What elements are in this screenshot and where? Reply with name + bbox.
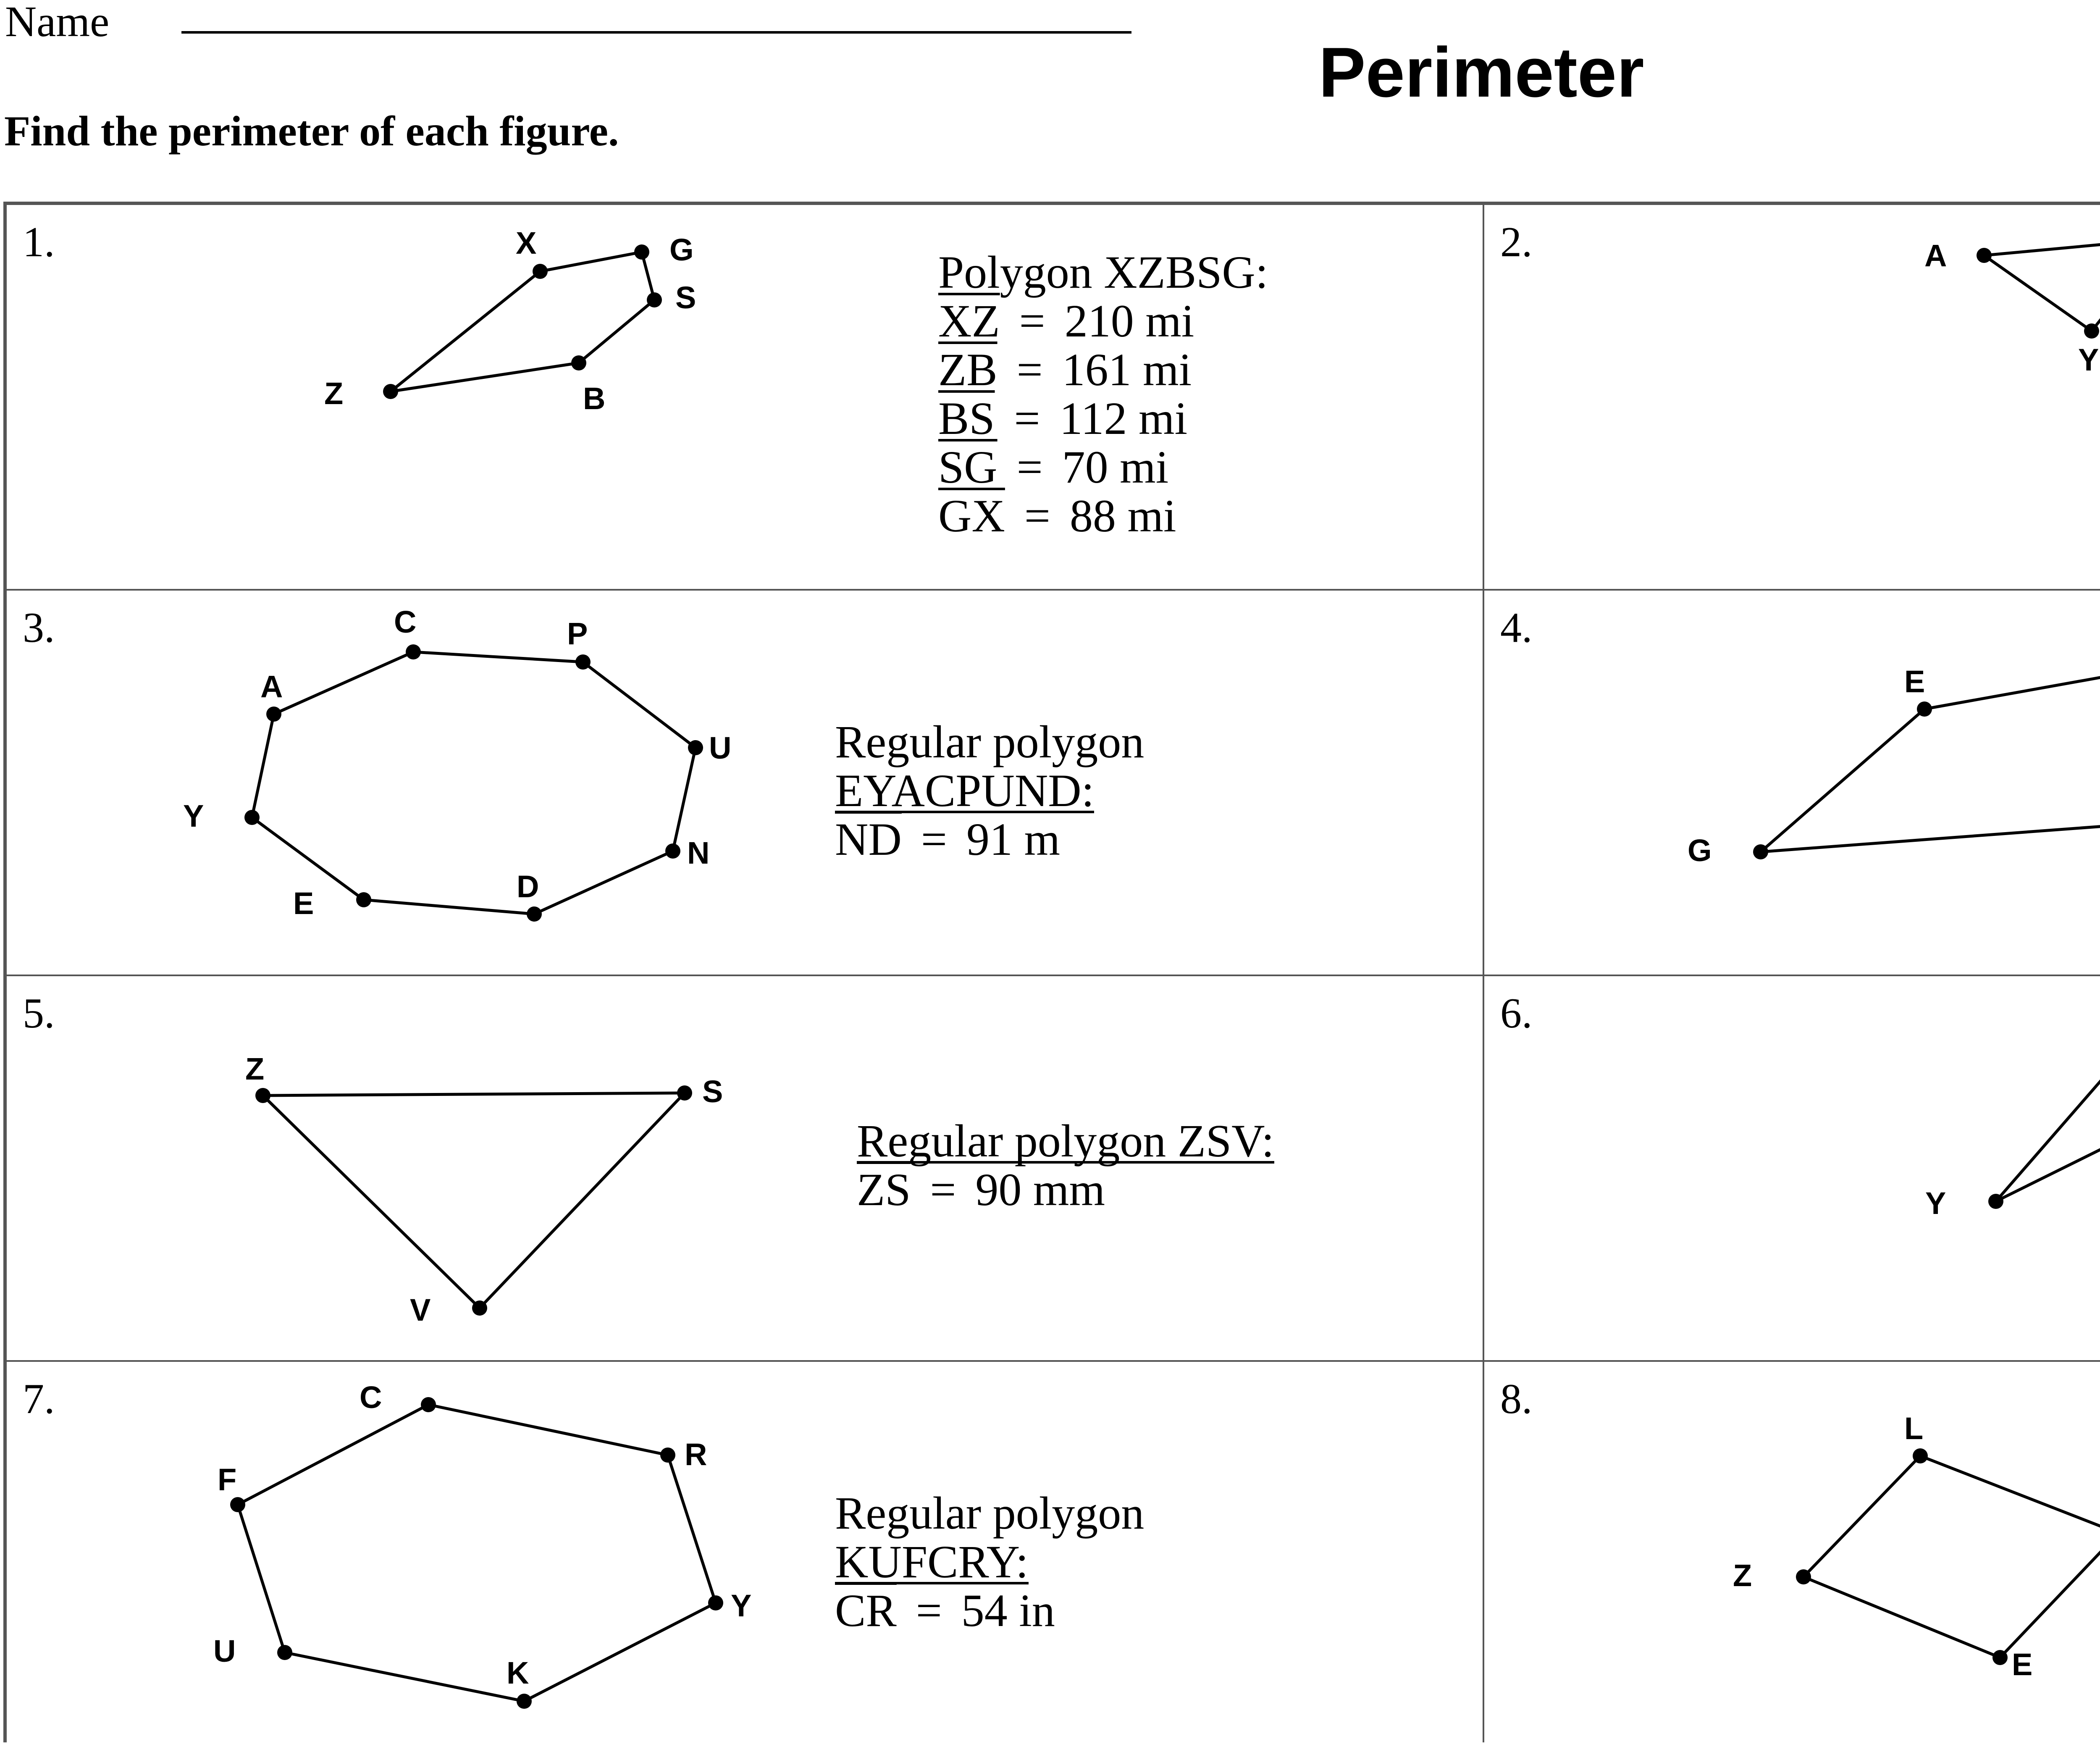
polygon-figure-nly (1484, 976, 2100, 1360)
vertex-point (1992, 1650, 2008, 1665)
polygon-edge (1984, 255, 2092, 331)
polygon-edge (1761, 709, 1924, 852)
segment-length: 88 mi (1069, 490, 1176, 541)
vertex-label: R (685, 1437, 707, 1472)
segment-name: $\overline{GX}$ (938, 490, 1005, 541)
vertex-point (421, 1397, 436, 1412)
vertex-point (277, 1645, 292, 1660)
problem-5 (7, 976, 1483, 1360)
vertex-label: Y (731, 1588, 752, 1623)
vertex-point (575, 654, 591, 670)
segment-length: 91 m (966, 814, 1060, 865)
vertex-point (1753, 844, 1768, 859)
vertex-label: Y (1925, 1186, 1946, 1221)
polygon-edge (285, 1652, 524, 1701)
segment-name: $\overline{CR}$ (835, 1585, 897, 1636)
polygon-edge (583, 662, 696, 748)
vertex-point (1917, 701, 1932, 717)
problem-number: 6. (1500, 990, 1533, 1037)
segment-length: 90 mm (975, 1164, 1105, 1215)
vertex-label: A (260, 669, 283, 704)
polygon-edge (2000, 1533, 2100, 1658)
polygon-edge (238, 1405, 428, 1505)
polygon-edge (1761, 820, 2100, 852)
problem-number: 4. (1500, 604, 1533, 652)
problem-number: 1. (23, 218, 55, 266)
polygon-edge (534, 851, 673, 914)
polygon-edge (238, 1505, 285, 1652)
segment-name: $\overline{XZ}$ (938, 295, 1000, 347)
vertex-label: S (675, 280, 696, 315)
polygon-edge (1924, 662, 2100, 709)
problem-number: 7. (23, 1375, 55, 1423)
vertex-label: N (687, 835, 710, 870)
vertex-point (1796, 1569, 1811, 1584)
vertex-point (472, 1300, 487, 1316)
vertex-point (230, 1497, 245, 1512)
problem-grid (3, 202, 2100, 1742)
problem-2 (1484, 205, 2100, 589)
segment-name: $\overline{BS}$ (938, 393, 995, 444)
heading-line: Regular polygon (835, 716, 1144, 767)
segment-name: $\overline{SG}$ (938, 441, 998, 493)
polygon-heading: Polygon XZBSG: (938, 247, 1268, 298)
vertex-point (356, 892, 371, 907)
segment-length: 161 mi (1062, 344, 1192, 395)
polygon-heading: Regular polygon ZSV: (857, 1115, 1274, 1166)
name-line (181, 31, 1131, 34)
vertex-label: V (410, 1293, 431, 1327)
heading-line: KUFCRY: (835, 1536, 1029, 1587)
vertex-label: E (2012, 1647, 2033, 1682)
vertex-label: U (213, 1634, 236, 1668)
problem-info: Regular polygon KUFCRY: $\overline{CR} = 54$ in (835, 1487, 1144, 1636)
polygon-edge (413, 652, 583, 662)
polygon-edge (668, 1455, 716, 1603)
vertex-point (665, 843, 680, 859)
polygon-edge (1996, 1111, 2100, 1201)
vertex-label: P (567, 616, 588, 651)
problem-info: Polygon XZBSG: $\overline{XZ} = 210$ mi $\overline{ZB} = 161$ mi $\overline{BS} = 112$ mi $\overline{SG} = 70$ mi $\overline{GX} = 88$ mi (938, 247, 1268, 541)
polygon-edge (364, 900, 534, 914)
problem-number: 8. (1500, 1375, 1533, 1423)
segment-name: $\overline{ZB}$ (938, 344, 998, 395)
vertex-label: K (507, 1655, 529, 1690)
polygon-edge (1920, 1456, 2100, 1533)
problem-6 (1484, 976, 2100, 1360)
segment-length: 70 mi (1062, 441, 1169, 493)
polygon-edge (1984, 239, 2100, 255)
vertex-point (527, 906, 542, 922)
segment-name: $\overline{ND}$ (835, 814, 902, 865)
polygon-edge (1803, 1577, 2000, 1658)
polygon-edge (263, 1093, 685, 1095)
vertex-point (571, 355, 586, 370)
vertex-point (517, 1694, 532, 1709)
vertex-point (1913, 1448, 1928, 1463)
instructions: Find the perimeter of each figure. (4, 108, 619, 155)
vertex-point (677, 1085, 692, 1101)
polygon-edge (274, 652, 413, 714)
page-title: Perimeter (1318, 33, 1644, 112)
vertex-point (708, 1595, 723, 1610)
vertex-label: U (709, 730, 732, 765)
vertex-point (255, 1088, 270, 1103)
vertex-point (634, 244, 649, 260)
vertex-label: B (583, 381, 606, 416)
problem-8 (1484, 1362, 2100, 1746)
vertex-point (1977, 248, 1992, 263)
polygon-figure-gevy (1484, 591, 2100, 975)
vertex-label: D (517, 869, 539, 904)
vertex-label: G (669, 232, 694, 267)
vertex-point (1988, 1194, 2003, 1209)
polygon-figure-kufcry (7, 1362, 1483, 1746)
polygon-edge (263, 1095, 480, 1308)
polygon-edge (524, 1603, 716, 1701)
vertex-point (406, 644, 421, 659)
vertex-label: Z (245, 1051, 265, 1086)
vertex-label: F (218, 1462, 237, 1497)
polygon-figure-eyacpund (7, 591, 1483, 975)
segment-length: 54 in (961, 1585, 1055, 1636)
vertex-label: A (1924, 238, 1947, 273)
vertex-point (244, 810, 260, 825)
vertex-point (383, 384, 398, 399)
problem-3 (7, 591, 1483, 975)
vertex-point (647, 292, 662, 307)
problem-info: Regular polygon EYACPUND: $\overline{ND} = 91$ m (835, 716, 1144, 865)
polygon-figure-afy (1484, 205, 2100, 589)
vertex-label: S (702, 1074, 723, 1109)
vertex-point (266, 707, 281, 722)
vertex-point (533, 264, 548, 279)
polygon-edge (480, 1093, 685, 1308)
problem-number: 3. (23, 604, 55, 652)
segment-length: 112 mi (1059, 393, 1188, 444)
vertex-label: Z (1733, 1558, 1752, 1593)
segment-name: $\overline{ZS}$ (857, 1164, 911, 1215)
name-label: Name (5, 0, 110, 46)
polygon-edge (1803, 1456, 1920, 1577)
vertex-label: G (1688, 833, 1712, 868)
polygon-edge (252, 714, 274, 817)
vertex-point (660, 1448, 675, 1463)
heading-line: EYACPUND: (835, 765, 1095, 816)
vertex-label: C (360, 1380, 382, 1415)
vertex-point (688, 740, 703, 755)
problem-number: 2. (1500, 218, 1533, 266)
vertex-label: E (1904, 664, 1925, 699)
vertex-label: E (293, 886, 314, 921)
problem-7 (7, 1362, 1483, 1746)
segment-length: 210 mi (1064, 295, 1194, 347)
problem-number: 5. (23, 990, 55, 1037)
polygon-edge (579, 300, 654, 363)
vertex-label: Y (2078, 342, 2099, 377)
vertex-label: X (516, 226, 537, 260)
polygon-figure-zlke (1484, 1362, 2100, 1746)
polygon-edge (2092, 239, 2100, 331)
vertex-label: C (394, 604, 417, 639)
heading-line: Regular polygon (835, 1487, 1144, 1539)
polygon-edge (428, 1405, 668, 1455)
vertex-label: L (1904, 1411, 1924, 1446)
vertex-label: Y (183, 799, 204, 833)
vertex-label: Z (324, 376, 344, 411)
problem-1 (7, 205, 1483, 589)
problem-4 (1484, 591, 2100, 975)
problem-info: Regular polygon ZSV: $\overline{ZS} = 90$ mm (857, 1115, 1274, 1215)
polygon-edge (540, 252, 642, 271)
vertex-point (2084, 323, 2099, 339)
